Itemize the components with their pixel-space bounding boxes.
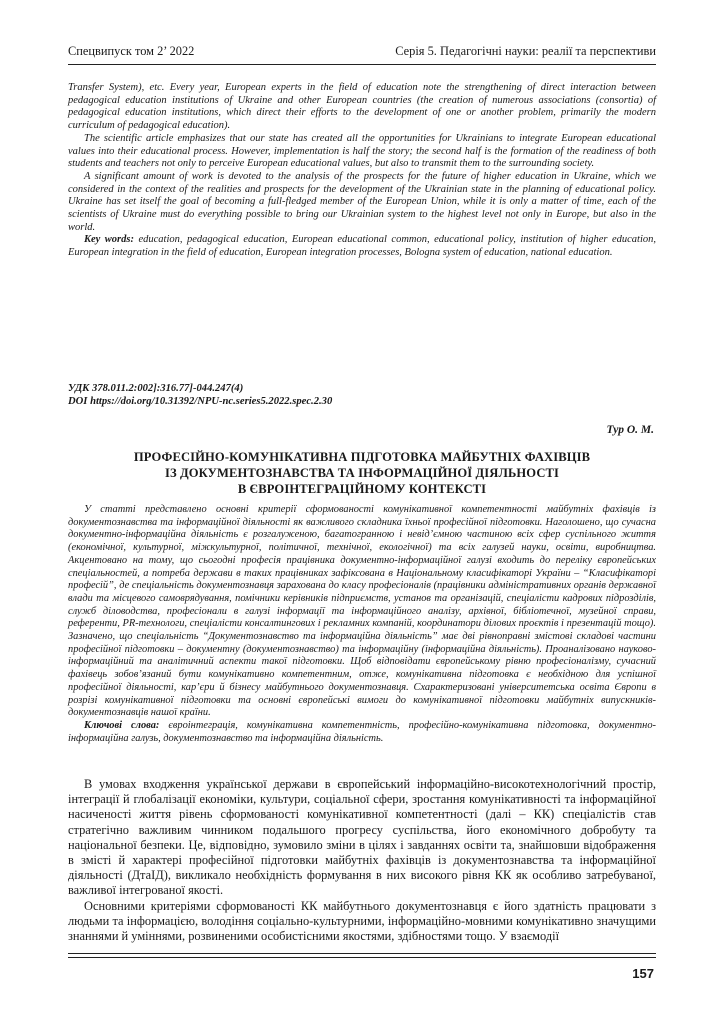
- en-abstract-paragraph: A significant amount of work is devoted to the analysis of the prospects for the future of higher education in Ukraine, which we considered in the context of the realities and prospects for the development of the Ukrainian state in the planning of educational policy. Ukraine has set itself the goal of becoming a full-fledged member of the European Union, while it is only a matter of time, each of the scientists of Ukraine must do everything possible to bring our Ukrainian system to the highest level not only in Europe, but also in the world.: [68, 170, 656, 233]
- article-author: Тур О. М.: [606, 424, 654, 436]
- footer-divider-thin: [68, 957, 656, 958]
- footer-divider: [68, 953, 656, 954]
- en-keywords-label: Key words:: [84, 234, 134, 246]
- body-paragraph: В умовах входження української держави в європейський інформаційно-високотехнологічний простір, інтеграції й глобалізації економіки, культури, соціальної сфери, зростання комунікативності та інформаційної насиченості життя рівень сформованості комунікативної компетентності (далі – КК) спеціалістів став стратегічно важливим чинником подальшого прогресу суспільства, його економічного добробуту та національної безпеки. Це, відповідно, зумовило зміни в цілях і завданнях освіти та, знайшовши відображення в змісті й характері професійної підготовки майбутніх фахівців із документознавства та інформаційної діяльності (ДтаІД), викликало необхідність формування в них високого рівня КК як особливо затребуваної, важливої інтегрованої якості.: [68, 777, 656, 898]
- header-divider: [68, 64, 656, 65]
- ua-keywords-text: євроінтеграція, комунікативна компетентність, професійно-комунікативна підготовка, документно-інформаційна галузь, документознавство та інформаційна діяльність.: [68, 719, 656, 744]
- ua-abstract-paragraph: У статті представлено основні критерії сформованості комунікативної компетентності майбутніх фахівців із документознавства та інформаційної діяльності як важливого складника їхньої професійної підготовки. Наголошено, що сучасна документно-інформаційна діяльність є розгалуженою, багатогранною і невід’ємною частиною всіх сфер суспільного життя (економічної, культурної, міжкультурної, політичної, технічної, екологічної) та всіх галузей науки, освіти, виробництва. Акцентовано на тому, що сьогодні професія працівника документно-інформаційної галузі входить до переліку європейських спеціальностей, а потреба держави в таких працівниках зафіксована в Національному класифікаторі України – “Класифікаторі професій”, де спеціальність документознавця зарахована до класу професіоналів (працівники адміністративних органів державної влади та місцевого самоврядування, помічники керівників підприємств, установ та організацій, спеціалісти кадрових підрозділів, служб діловодства, професіонали в галузі інформації та інформаційного аналізу, архівної, бібліотечної, музейної справи, референти, PR-технологи, спеціалісти консалтингових і рекламних компаній, координатори ділових проєктів і презентацій тощо). Зазначено, що спеціальність “Документознавство та інформаційна діяльність” має дві рівноправні змістові складові частини професійної підготовки – документну (документознавство) та інформаційну (інформаційна діяльність). Проаналізовано науково-інформаційний та аналітичний аспекти такої підготовки. Щоб відповідати європейському рівню професіоналізму, сучасний фахівець зобов’язаний бути комунікативно компетентним, отже, комунікативна підготовка є необхідною для успішної професійної діяльності, кар’єри й бізнесу майбутнього документознавця. Схарактеризовані університетська освіта Європи в розрізі комунікативної підготовки та основні європейські вимоги до комунікативної підготовки майбутніх випускників-документознавців нашої країни.: [68, 504, 656, 719]
- en-abstract-paragraph: The scientific article emphasizes that our state has created all the opportunities for Ukrainians to integrate European educational values into their educational process. However, implementation is half the story; the second half is the formation of the readiness of both students and teachers not only to perceive European educational values, but also to transmit them to the surrounding society.: [68, 132, 656, 170]
- article-identifiers: [68, 382, 656, 408]
- article-title: [68, 449, 656, 497]
- header-series: Серія 5. Педагогічні науки: реалії та перспективи: [395, 44, 656, 58]
- en-abstract-paragraph: Transfer System), etc. Every year, European experts in the field of education note the strengthening of direct interaction between pedagogical education institutions of Ukraine and other European countries (the creation of numerous associations (consortia) of pedagogical education institutions, which direct their efforts to the development of one or another problem, primarily the modern curriculum of pedagogical education).: [68, 82, 656, 132]
- ukrainian-abstract: [68, 504, 656, 745]
- en-keywords-text: education, pedagogical education, European educational common, educational policy, institution of higher education, European integration in the field of education, European integration processes, Bologna system of education, national education.: [68, 234, 657, 259]
- english-abstract: [68, 82, 656, 260]
- ua-keywords-label: Ключові слова:: [84, 719, 160, 731]
- title-line: ПРОФЕСІЙНО-КОМУНІКАТИВНА ПІДГОТОВКА МАЙБУТНІХ ФАХІВЦІВ: [133, 450, 591, 464]
- title-line: ІЗ ДОКУМЕНТОЗНАВСТВА ТА ІНФОРМАЦІЙНОЇ ДІЯЛЬНОСТІ: [164, 466, 560, 480]
- article-body: [68, 777, 656, 944]
- running-header: [68, 44, 656, 62]
- page-number: 157: [632, 966, 654, 981]
- doi-link: DOI https://doi.org/10.31392/NPU-nc.series5.2022.spec.2.30: [68, 396, 333, 407]
- udk-code: УДК 378.011.2:002]:316.77]-044.247(4): [68, 383, 244, 394]
- en-keywords: [68, 234, 656, 259]
- ua-keywords: [68, 720, 656, 745]
- title-line: В ЄВРОІНТЕГРАЦІЙНОМУ КОНТЕКСТІ: [237, 482, 487, 496]
- header-issue: Спецвипуск том 2’ 2022: [68, 44, 195, 58]
- body-paragraph: Основними критеріями сформованості КК майбутнього документознавця є його здатність працювати з людьми та інформацією, володіння соціально-культурними, інформаційно-мовними комунікативно значущими знаннями й уміннями, розвиненими особистісними якостями, здібностями тощо. У взаємодії: [68, 898, 656, 944]
